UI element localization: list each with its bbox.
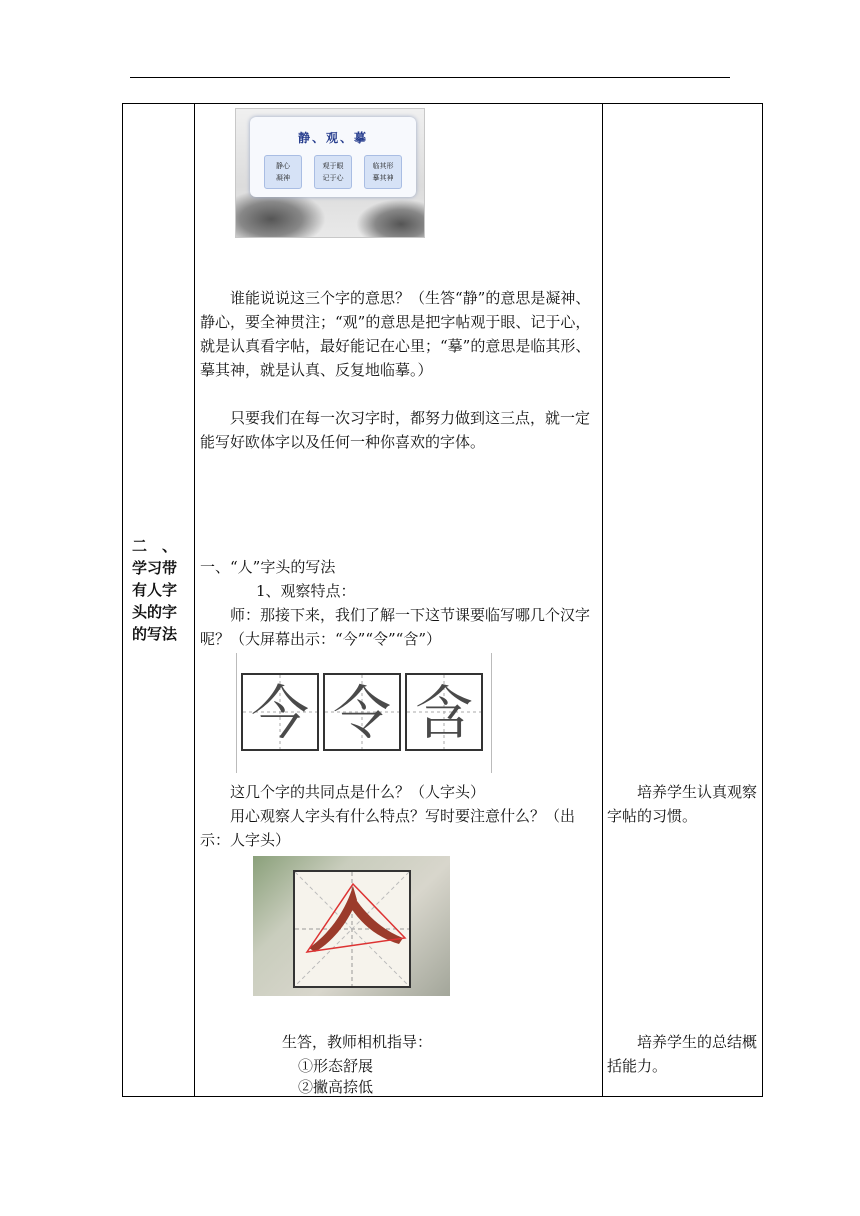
paragraph: 用心观察人字头有什么特点？写时要注意什么？（出示：人字头） <box>200 807 576 849</box>
scroll-box-text: 临其形 <box>372 162 394 170</box>
heading: 一、“人”字头的写法 <box>200 558 336 576</box>
section-label-line: 学习带 <box>132 559 178 577</box>
paragraph: 生答，教师相机指导： <box>282 1033 433 1051</box>
teaching-note: 培养学生的总结概括能力。 <box>607 1033 758 1075</box>
section-label <box>132 535 188 645</box>
scroll-box <box>364 155 402 189</box>
characters-figure <box>236 653 492 773</box>
list-item: ②撇高捺低 <box>298 1078 374 1096</box>
character-cell <box>323 673 401 751</box>
section-label-line: 头的字 <box>132 603 178 621</box>
paragraph: 师：那接下来，我们了解一下这节课要临写哪几个汉字呢？（大屏幕出示：“今”“令”“含”） <box>200 606 591 648</box>
ren-radical-figure <box>253 856 450 996</box>
scroll-box-text: 凝神 <box>276 174 290 182</box>
character-cell <box>241 673 319 751</box>
section-label-line: 二 、 <box>132 537 178 555</box>
character-glyph: 令 <box>332 679 391 747</box>
teaching-note: 培养学生认真观察字帖的习惯。 <box>607 783 758 825</box>
section-label-line: 有人字 <box>132 581 178 599</box>
list-item: ①形态舒展 <box>298 1057 374 1075</box>
scroll-box <box>264 155 302 189</box>
ink-landscape <box>356 199 425 238</box>
column-divider <box>602 104 603 1096</box>
character-cell <box>405 673 483 751</box>
subheading: 1、观察特点： <box>256 582 356 600</box>
character-glyph: 今 <box>250 679 309 747</box>
scroll-title: 静、观、摹 <box>297 131 368 145</box>
paragraph: 谁能说说这三个字的意思？（生答“静”的意思是凝神、静心，要全神贯注；“观”的意思是把字帖观于眼、记于心，就是认真看字帖，最好能记在心里；“摹”的意思是临其形、摹其神，就是认真、反复地临摹。） <box>200 289 591 379</box>
header-rule <box>130 77 730 78</box>
paragraph: 这几个字的共同点是什么？（人字头） <box>230 783 486 801</box>
paragraph: 只要我们在每一次习字时，都努力做到这三点，就一定能写好欧体字以及任何一种你喜欢的字体。 <box>200 409 591 451</box>
scroll-box-text: 摹其神 <box>372 174 394 182</box>
character-glyph: 含 <box>414 679 473 747</box>
column-divider <box>194 104 195 1096</box>
scroll-box-text: 观于眼 <box>322 162 344 170</box>
ren-radical-cell <box>293 870 411 988</box>
scroll-figure <box>235 108 425 238</box>
scroll-card <box>250 117 416 197</box>
scroll-box <box>314 155 352 189</box>
section-label-line: 的写法 <box>132 625 178 643</box>
ren-radical-drawing <box>295 872 409 986</box>
scroll-box-text: 静心 <box>276 162 290 170</box>
scroll-box-text: 记于心 <box>322 174 344 182</box>
